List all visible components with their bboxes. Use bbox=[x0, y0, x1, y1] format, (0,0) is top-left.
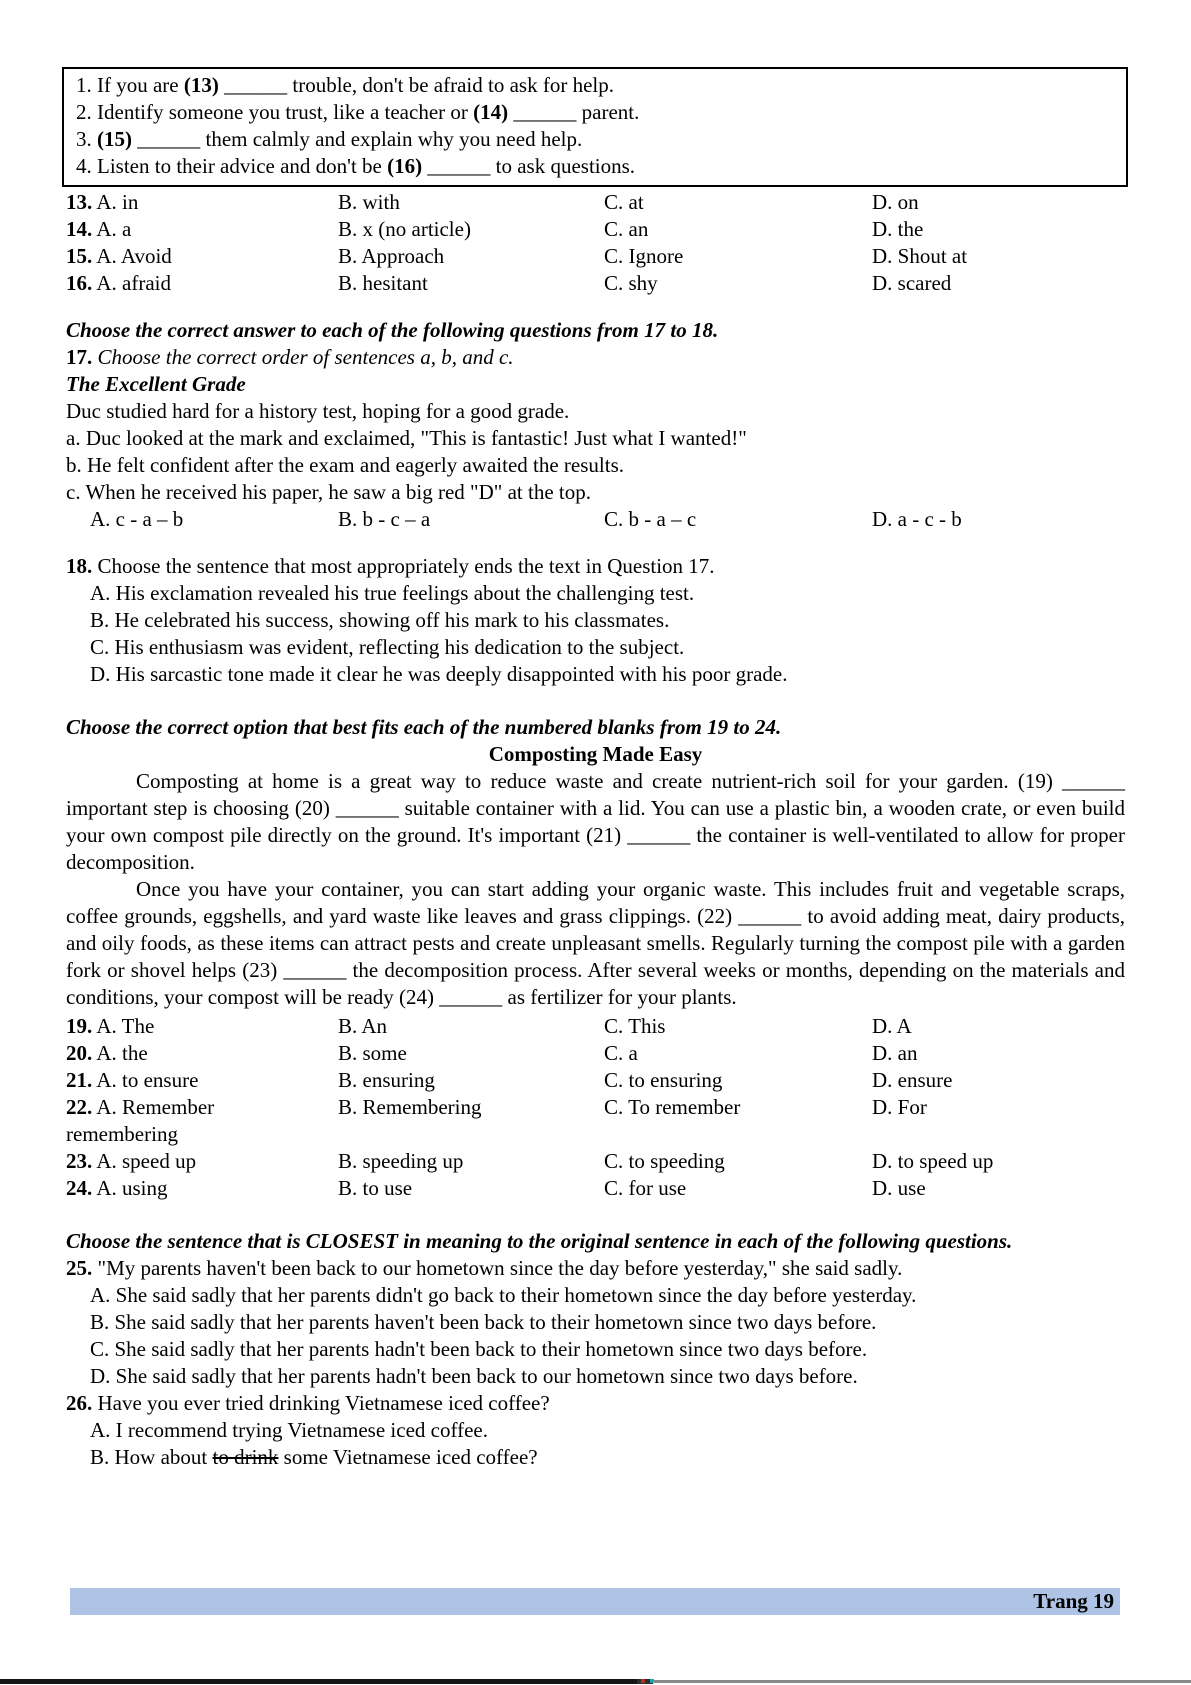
q18-option-a: A. His exclamation revealed his true feelings about the challenging test. bbox=[90, 581, 695, 605]
option-cell: D. use bbox=[872, 1176, 926, 1200]
options-table-19-24 bbox=[66, 1013, 1125, 1202]
q26-option-b bbox=[66, 1444, 1125, 1471]
option-cell: D. Shout at bbox=[872, 244, 968, 268]
mcq-row bbox=[66, 1094, 1125, 1121]
mcq-row bbox=[66, 1067, 1125, 1094]
edge-accent-red bbox=[641, 1679, 645, 1683]
option-cell: A. c - a – b bbox=[90, 507, 184, 531]
q18-option-d: D. His sarcastic tone made it clear he was deeply disappointed with his poor grade. bbox=[90, 662, 788, 686]
q25-option-d: D. She said sadly that her parents hadn't been back to our hometown since two days before. bbox=[90, 1364, 858, 1388]
option-cell: D. a - c - b bbox=[872, 507, 962, 531]
option-cell: D. A bbox=[872, 1014, 912, 1038]
mcq-row bbox=[66, 216, 1125, 243]
q25-option-b: B. She said sadly that her parents haven't been back to their hometown since two days before. bbox=[90, 1310, 877, 1334]
option-cell: D. scared bbox=[872, 271, 952, 295]
boxed-question-list bbox=[62, 67, 1128, 187]
option-cell: B. b - c – a bbox=[338, 507, 431, 531]
q18-option-b: B. He celebrated his success, showing off his mark to his classmates. bbox=[90, 608, 670, 632]
question-number: 14. bbox=[66, 217, 93, 241]
page-number-label: Trang 19 bbox=[1033, 1589, 1114, 1613]
q17-sentence-c: c. When he received his paper, he saw a big red "D" at the top. bbox=[66, 480, 591, 504]
mcq-row bbox=[66, 1013, 1125, 1040]
option-cell: C. at bbox=[604, 190, 644, 214]
option-cell: 14. A. a bbox=[66, 217, 132, 241]
text-segment: Choose the sentence that most appropriately ends the text in Question 17. bbox=[92, 554, 715, 578]
mcq-row bbox=[66, 243, 1125, 270]
option-cell: B. speeding up bbox=[338, 1149, 464, 1173]
option-cell: C. an bbox=[604, 217, 649, 241]
passage-title-excellent-grade: The Excellent Grade bbox=[66, 372, 246, 396]
option-cell: 24. A. using bbox=[66, 1176, 168, 1200]
option-cell: B. Remembering bbox=[338, 1095, 482, 1119]
question-number: 24. bbox=[66, 1176, 93, 1200]
text-segment: some Vietnamese iced coffee? bbox=[278, 1445, 538, 1469]
option-cell: B. with bbox=[338, 190, 400, 214]
option-cell: C. to ensuring bbox=[604, 1068, 723, 1092]
instruction-17-18: Choose the correct answer to each of the following questions from 17 to 18. bbox=[66, 318, 719, 342]
option-cell: B. x (no article) bbox=[338, 217, 471, 241]
option-cell: B. hesitant bbox=[338, 271, 428, 295]
text-segment: (16) bbox=[387, 154, 423, 178]
option-cell: C. shy bbox=[604, 271, 658, 295]
question-25-lead bbox=[66, 1255, 1125, 1282]
option-wrap-line: remembering bbox=[66, 1122, 178, 1146]
text-segment: 25. bbox=[66, 1256, 93, 1280]
question-26-lead bbox=[66, 1390, 1125, 1417]
question-number: 20. bbox=[66, 1041, 93, 1065]
text-segment: (13) bbox=[183, 73, 219, 97]
question-number: 21. bbox=[66, 1068, 93, 1092]
mcq-row bbox=[66, 189, 1125, 216]
instruction-25-26: Choose the sentence that is CLOSEST in meaning to the original sentence in each of the following questions. bbox=[66, 1229, 1013, 1253]
option-cell: 16. A. afraid bbox=[66, 271, 171, 295]
boxed-line-4 bbox=[76, 153, 1114, 180]
question-number: 13. bbox=[66, 190, 93, 214]
question-number: 19. bbox=[66, 1014, 93, 1038]
option-cell: 23. A. speed up bbox=[66, 1149, 197, 1173]
question-number: 22. bbox=[66, 1095, 93, 1119]
text-segment: "My parents haven't been back to our hometown since the day before yesterday," she said sadly. bbox=[92, 1256, 903, 1280]
text-segment: ______ them calmly and explain why you need help. bbox=[132, 127, 583, 151]
option-cell: C. to speeding bbox=[604, 1149, 725, 1173]
option-cell: D. to speed up bbox=[872, 1149, 994, 1173]
q17-sentence-b: b. He felt confident after the exam and eagerly awaited the results. bbox=[66, 453, 625, 477]
option-cell: 22. A. Remember bbox=[66, 1095, 215, 1119]
option-cell: 20. A. the bbox=[66, 1041, 148, 1065]
text-segment: 3. bbox=[76, 127, 97, 151]
page-footer-bar bbox=[70, 1588, 1120, 1615]
spacer bbox=[66, 297, 1125, 317]
text-segment: 4. Listen to their advice and don't be bbox=[76, 154, 388, 178]
option-cell: 21. A. to ensure bbox=[66, 1068, 199, 1092]
option-cell: C. Ignore bbox=[604, 244, 684, 268]
q25-option-c: C. She said sadly that her parents hadn't been back to their hometown since two days before. bbox=[90, 1337, 868, 1361]
q18-option-c: C. His enthusiasm was evident, reflecting his dedication to the subject. bbox=[90, 635, 685, 659]
option-cell: D. the bbox=[872, 217, 924, 241]
option-cell: C. for use bbox=[604, 1176, 687, 1200]
option-cell: 13. A. in bbox=[66, 190, 139, 214]
option-cell: B. to use bbox=[338, 1176, 413, 1200]
option-cell: B. Approach bbox=[338, 244, 445, 268]
boxed-line-2 bbox=[76, 99, 1114, 126]
option-cell: D. For bbox=[872, 1095, 927, 1119]
q17-intro: Duc studied hard for a history test, hoping for a good grade. bbox=[66, 399, 570, 423]
q25-option-a: A. She said sadly that her parents didn't go back to their hometown since the day before yesterday. bbox=[90, 1283, 917, 1307]
mcq-row bbox=[66, 1175, 1125, 1202]
option-cell: C. This bbox=[604, 1014, 666, 1038]
text-segment: 18. bbox=[66, 554, 93, 578]
text-segment: Have you ever tried drinking Vietnamese iced coffee? bbox=[92, 1391, 550, 1415]
q17-options-row bbox=[66, 506, 1125, 533]
text-segment: 1. If you are bbox=[76, 73, 184, 97]
mcq-row bbox=[66, 270, 1125, 297]
window-bottom-edge-left bbox=[0, 1679, 637, 1684]
option-cell: D. an bbox=[872, 1041, 918, 1065]
option-cell: D. ensure bbox=[872, 1068, 953, 1092]
text-segment: 26. bbox=[66, 1391, 93, 1415]
question-number: 16. bbox=[66, 271, 93, 295]
instruction-19-24: Choose the correct option that best fits each of the numbered blanks from 19 to 24. bbox=[66, 715, 782, 739]
boxed-line-1 bbox=[76, 72, 1114, 99]
text-segment: (15) bbox=[97, 127, 132, 151]
question-number: 23. bbox=[66, 1149, 93, 1173]
mcq-row bbox=[66, 1148, 1125, 1175]
option-cell: C. To remember bbox=[604, 1095, 741, 1119]
composting-paragraph-2: Once you have your container, you can start adding your organic waste. This includes fruit and vegetable scraps, coffee grounds, eggshells, and yard waste like leaves and grass clippings. (22) ______ to avoid adding meat, dairy products, and oily foods, as these items can attract pests and create unpleasant smells. Regularly turning the compost pile with a garden fork or shovel helps (23) ______ the decomposition process. After several weeks or months, depending on the materials and conditions, your compost will be ready (24) ______ as fertilizer for your plants. bbox=[66, 877, 1125, 1009]
option-cell: B. An bbox=[338, 1014, 388, 1038]
text-segment: B. How about bbox=[90, 1445, 213, 1469]
q26-option-a bbox=[66, 1417, 1125, 1444]
option-cell: C. b - a – c bbox=[604, 507, 697, 531]
spacer bbox=[66, 688, 1125, 714]
window-bottom-edge-right bbox=[653, 1680, 1191, 1683]
option-cell: B. some bbox=[338, 1041, 407, 1065]
text-segment: 2. Identify someone you trust, like a teacher or bbox=[76, 100, 474, 124]
option-cell: C. a bbox=[604, 1041, 638, 1065]
question-17-lead bbox=[66, 344, 1125, 371]
question-number: 15. bbox=[66, 244, 93, 268]
question-18-lead bbox=[66, 553, 1125, 580]
q17-sentence-a: a. Duc looked at the mark and exclaimed, "This is fantastic! Just what I wanted!" bbox=[66, 426, 747, 450]
option-cell: B. ensuring bbox=[338, 1068, 435, 1092]
text-segment: ______ to ask questions. bbox=[422, 154, 636, 178]
boxed-line-3 bbox=[76, 126, 1114, 153]
spacer bbox=[66, 533, 1125, 553]
composting-paragraph-1: Composting at home is a great way to reduce waste and create nutrient-rich soil for your garden. (19) ______ important step is choosing (20) ______ suitable container with a lid. You can use a plastic bin, a wooden crate, or even build your own compost pile directly on the ground. It's important (21) ______ the container is well-ventilated to allow for proper decomposition. bbox=[66, 769, 1125, 874]
option-cell: 19. A. The bbox=[66, 1014, 155, 1038]
spacer bbox=[66, 1202, 1125, 1228]
option-cell: 15. A. Avoid bbox=[66, 244, 172, 268]
text-segment: to drink bbox=[212, 1445, 279, 1469]
passage-title-composting: Composting Made Easy bbox=[488, 742, 703, 766]
text-segment: ______ parent. bbox=[508, 100, 640, 124]
text-segment: ______ trouble, don't be afraid to ask for help. bbox=[218, 73, 614, 97]
options-table-13-16 bbox=[66, 189, 1125, 297]
text-segment: 17. bbox=[66, 345, 93, 369]
text-segment: A. I recommend trying Vietnamese iced coffee. bbox=[90, 1418, 488, 1442]
mcq-row bbox=[66, 1040, 1125, 1067]
text-segment: Choose the correct order of sentences a, b, and c. bbox=[92, 345, 514, 369]
text-segment: (14) bbox=[473, 100, 509, 124]
option-cell: D. on bbox=[872, 190, 919, 214]
exam-page-content bbox=[66, 67, 1125, 1471]
